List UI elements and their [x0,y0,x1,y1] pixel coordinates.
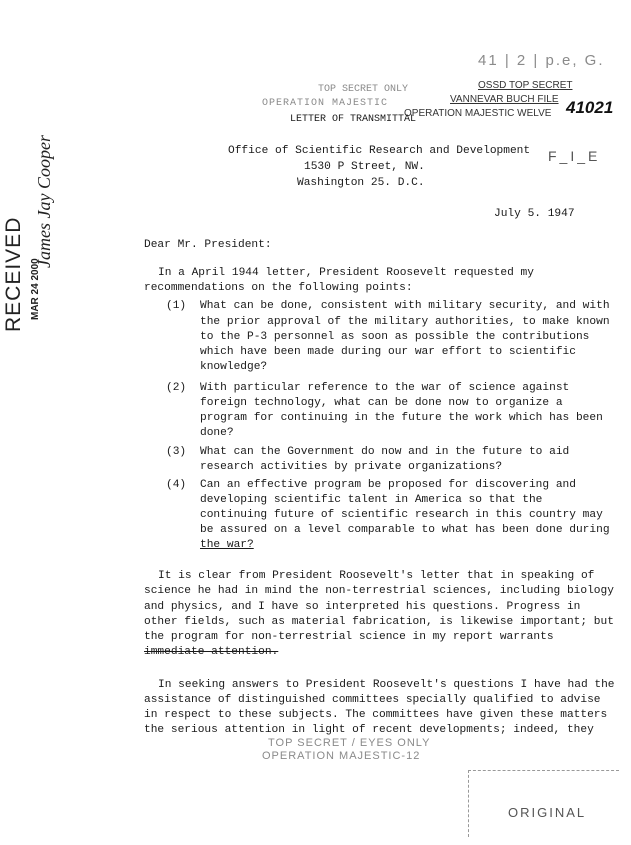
intro-line-1: In a April 1944 letter, President Roosevelt requested my [158,267,534,279]
faded-classification-line: TOP SECRET ONLY [318,84,409,95]
point-line: What can be done, consistent with military security, and with [200,300,610,312]
received-stamp: RECEIVED [2,216,25,332]
file-label-stamp: VANNEVAR BUCH FILE [450,94,559,105]
point-line: program for continuing in the future the work which has been [200,412,603,424]
point-line: done? [200,427,234,439]
point-line: With particular reference to the war of science against [200,382,570,394]
letterhead-office: Office of Scientific Research and Development [228,145,531,157]
point-number: (1) [166,300,187,312]
point-line: developing scientific talent in America so that the [200,494,543,506]
number-stamp: 41 | 2 | p.e, G. [478,52,605,69]
paragraph-line: in respect to these subjects. The committees have given these matters [144,709,608,721]
faded-operation-line: OPERATION MAJESTIC [262,98,389,109]
paragraph-line: and physics, and I have so interpreted his questions. Progress in [144,601,581,613]
paragraph-line: In seeking answers to President Roosevelt's questions I have had the [158,679,615,691]
point-line: be assured on a level comparable to what has been done during [200,524,610,536]
classification-corner-stamp: OSSD TOP SECRET [478,80,573,91]
point-line: the war? [200,539,254,551]
operation-label-stamp: OPERATION MAJESTIC WELVE [404,108,552,119]
original-stamp-box [468,770,619,837]
point-line: the prior approval of the military authorities, to make known [200,316,610,328]
footer-operation-stamp: OPERATION MAJESTIC-12 [262,750,421,762]
point-line: which have been made during our war effort to scientific [200,346,576,358]
paragraph-line: assistance of distinguished committees specially qualified to advise [144,694,601,706]
point-line: foreign technology, what can be done now to organize a [200,397,563,409]
file-mark: F_I_E [548,148,601,164]
paragraph-line: other fields, such as material fabrication, is likewise important; but [144,616,614,628]
letterhead-city: Washington 25. D.C. [297,177,425,189]
file-number: 41021 [566,98,614,117]
letter-date: July 5. 1947 [494,208,575,220]
paragraph-line: science he had in mind the non-terrestrial sciences, including biology [144,585,614,597]
point-line: research activities by private organizations? [200,461,503,473]
paragraph-line: immediate attention. [144,646,279,658]
letterhead-street: 1530 P Street, NW. [304,161,425,173]
letter-title: LETTER OF TRANSMITTAL [290,114,417,125]
point-line: continuing future of scientific research in this country may [200,509,603,521]
point-number: (2) [166,382,187,394]
footer-classification-stamp: TOP SECRET / EYES ONLY [268,737,431,749]
received-date-stamp: MAR 24 2000 [30,258,41,320]
point-line: knowledge? [200,361,268,373]
paragraph-line: It is clear from President Roosevelt's letter that in speaking of [158,570,595,582]
salutation: Dear Mr. President: [144,239,272,251]
point-line: to the P-3 personnel as soon as possible the contributions [200,331,590,343]
point-line: What can the Government do now and in the future to aid [200,446,570,458]
paragraph-line: the program for non-terrestrial science in my report warrants [144,631,554,643]
intro-line-2: recommendations on the following points: [144,282,413,294]
point-number: (4) [166,479,187,491]
handwritten-signature: James Jay Cooper [34,135,54,268]
original-stamp: ORIGINAL [508,805,587,820]
paragraph-line: the serious attention in light of recent developments; indeed, they [144,724,594,736]
point-number: (3) [166,446,187,458]
point-line: Can an effective program be proposed for discovering and [200,479,576,491]
